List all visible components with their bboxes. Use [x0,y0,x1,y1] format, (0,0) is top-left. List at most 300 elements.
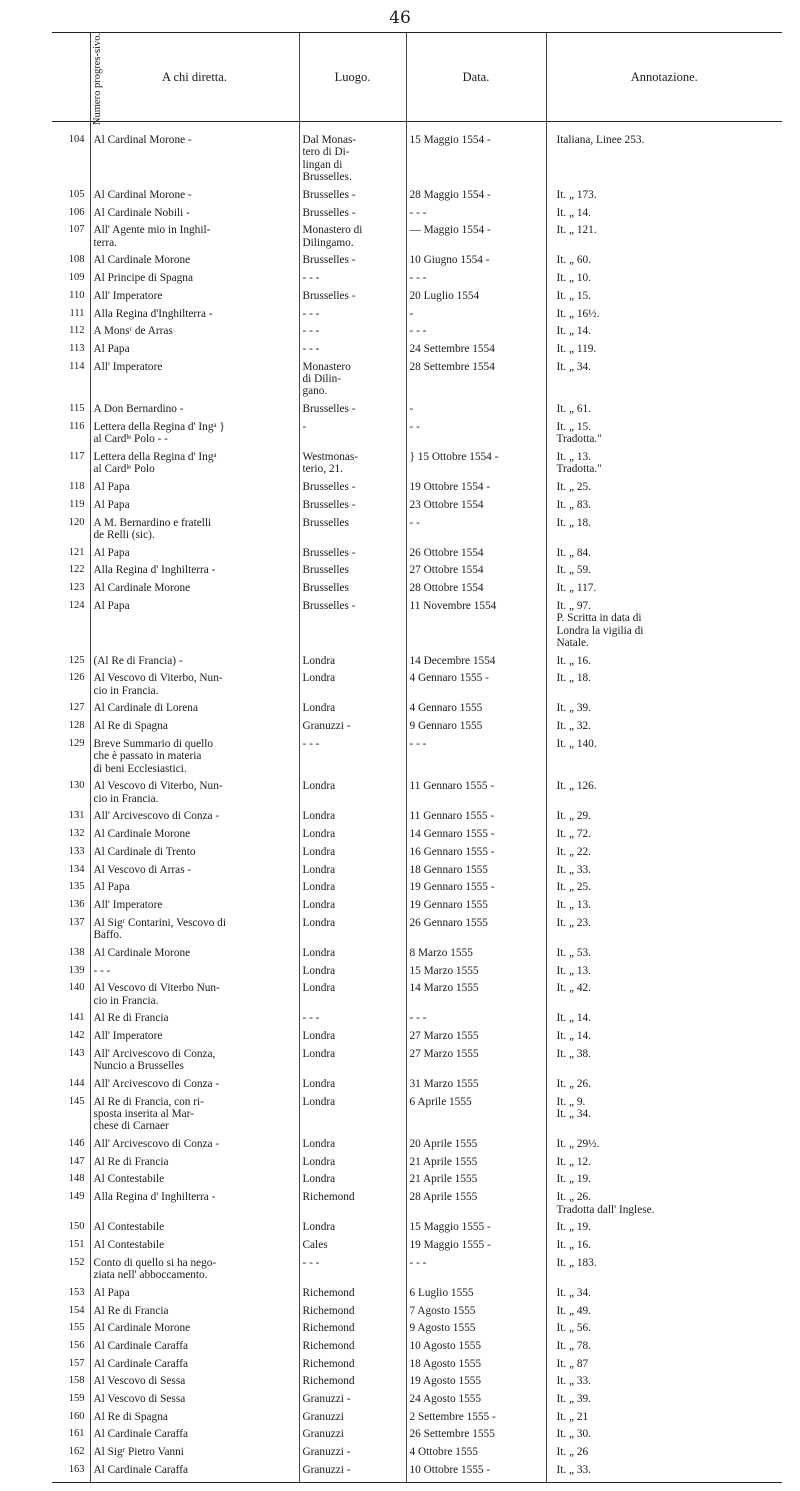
row-number: 122 [68,564,85,576]
table-row [52,1239,782,1257]
recipient-cell: All' Arcivescovo di Conza - [90,1138,299,1156]
recipient-cell: All' Imperatore [90,1030,299,1048]
annotation-cell: It. „ 30. [546,1428,782,1446]
row-number: 123 [68,582,85,594]
date-cell: 16 Gennaro 1555 - [406,846,546,864]
date-cell: - [406,403,546,421]
row-number: 143 [68,1047,85,1059]
table-row [52,1393,782,1411]
recipient-cell: Al Vescovo di Arras - [90,864,299,882]
table-row [52,1287,782,1305]
row-number: 136 [68,899,85,910]
table-row [52,720,782,738]
recipient-cell: Alla Regina d'Inghilterra - [90,308,299,326]
table-row [52,547,782,565]
table-row [52,1305,782,1323]
table-row [52,1464,782,1482]
annotation-cell: It. „ 60. [546,254,782,272]
annotation-cell: It. „ 18. [546,672,782,702]
place-cell: Londra [299,828,406,846]
annotation-cell: It. „ 42. [546,982,782,1012]
row-number: 116 [69,420,85,432]
annotation-cell: It. „ 19. [546,1173,782,1191]
row-number: 152 [68,1256,85,1268]
table-row [52,600,782,655]
date-cell: - - - [406,1012,546,1030]
table-row [52,1012,782,1030]
date-cell: 18 Gennaro 1555 [406,864,546,882]
table-row [52,1322,782,1340]
recipient-cell: Al Vescovo di Sessa [90,1375,299,1393]
place-cell: Richemond [299,1322,406,1340]
date-cell: 7 Agosto 1555 [406,1305,546,1323]
recipient-cell: Conto di quello si ha nego- ziata nell' abboccamento. [90,1257,299,1287]
date-cell: 27 Marzo 1555 [406,1048,546,1078]
row-number: 139 [68,964,85,976]
table-header [52,32,782,125]
recipient-cell: All' Arcivescovo di Conza - [90,810,299,828]
table-row [52,343,782,361]
recipient-cell: Al Papa [90,547,299,565]
recipient-cell: (Al Re di Francia) - [90,655,299,673]
row-number: 128 [68,720,85,732]
row-number: 149 [68,1191,85,1203]
row-number: 151 [68,1238,85,1250]
date-cell: — Maggio 1554 - [406,224,546,254]
date-cell: - - [406,517,546,547]
row-number: 150 [68,1221,85,1233]
date-cell: 27 Marzo 1555 [406,1030,546,1048]
annotation-cell: It. „ 39. [546,702,782,720]
place-cell: Richemond [299,1305,406,1323]
date-cell: - - - [406,207,546,225]
row-number: 133 [68,845,85,857]
table-row [52,810,782,828]
table-row [52,1191,782,1221]
place-cell: Granuzzi - [299,1393,406,1411]
annotation-cell: It. „ 34. [546,1287,782,1305]
annotation-cell: It. „ 72. [546,828,782,846]
annotation-cell: It. „ 15. Tradotta." [546,421,782,451]
place-cell: Granuzzi [299,1428,406,1446]
annotation-cell: It. „ 18. [546,517,782,547]
row-number: 157 [68,1357,85,1369]
row-number: 138 [68,946,85,958]
row-number: 142 [68,1030,85,1042]
row-number: 140 [68,982,85,994]
place-cell: Brusselles [299,517,406,547]
recipient-cell: Al Cardinale Caraffa [90,1358,299,1376]
table-row [52,899,782,917]
recipient-cell: Breve Summario di quello che è passato in materia di beni Ecclesiastici. [90,738,299,781]
header-recipient: A chi diretta. [90,33,299,122]
row-number: 126 [68,672,85,684]
recipient-cell: Lettera della Regina d' Ingᵃ } al Cardˡᵉ Polo - - [90,421,299,451]
date-cell: 9 Gennaro 1555 [406,720,546,738]
recipient-cell: All' Imperatore [90,361,299,404]
annotation-cell: It. „ 13. [546,899,782,917]
table-row [52,846,782,864]
table-row [52,290,782,308]
table-row [52,582,782,600]
place-cell: Londra [299,1221,406,1239]
row-number: 141 [68,1012,85,1024]
place-cell: Brusselles - [299,481,406,499]
annotation-cell: It. „ 183. [546,1257,782,1287]
place-cell: Londra [299,917,406,947]
place-cell: - - - [299,272,406,290]
recipient-cell: A M. Bernardino e fratelli de Relli (sic). [90,517,299,547]
recipient-cell: Al Contestabile [90,1221,299,1239]
recipient-cell: Al Sigʳ Contarini, Vescovo di Baffo. [90,917,299,947]
row-number: 160 [68,1410,85,1422]
date-cell: 24 Settembre 1554 [406,343,546,361]
annotation-cell: It. „ 16½. [546,308,782,326]
row-number: 163 [68,1463,85,1475]
date-cell: 21 Aprile 1555 [406,1156,546,1174]
table-row [52,122,782,189]
table-row [52,702,782,720]
annotation-cell: It. „ 16. [546,1239,782,1257]
row-number: 132 [68,828,85,840]
table-row [52,1411,782,1429]
table-row [52,403,782,421]
date-cell: 4 Gennaro 1555 - [406,672,546,702]
table-row [52,1428,782,1446]
annotation-cell: It. „ 14. [546,207,782,225]
annotation-cell: It. „ 25. [546,881,782,899]
date-cell: 14 Decembre 1554 [406,655,546,673]
place-cell: Granuzzi [299,1411,406,1429]
row-number: 107 [68,224,85,236]
row-number: 124 [68,599,85,611]
annotation-cell: It. „ 126. [546,780,782,810]
row-number: 158 [68,1375,85,1387]
annotation-cell: It. „ 59. [546,564,782,582]
date-cell: 26 Ottobre 1554 [406,547,546,565]
table-row [52,655,782,673]
table-row [52,189,782,207]
row-number: 155 [68,1322,85,1334]
annotation-cell: It. „ 22. [546,846,782,864]
recipient-cell: Al Cardinale Nobili - [90,207,299,225]
place-cell: Richemond [299,1358,406,1376]
annotation-cell: It. „ 119. [546,343,782,361]
recipient-cell: Al Vescovo di Sessa [90,1393,299,1411]
date-cell: 9 Agosto 1555 [406,1322,546,1340]
date-cell: 15 Marzo 1555 [406,965,546,983]
place-cell: Londra [299,899,406,917]
place-cell: Londra [299,965,406,983]
date-cell: 24 Agosto 1555 [406,1393,546,1411]
date-cell: 28 Maggio 1554 - [406,189,546,207]
row-number: 115 [69,403,85,415]
row-number: 117 [69,450,85,462]
row-number: 137 [68,916,85,928]
row-number: 135 [68,881,85,893]
place-cell: Brusselles - [299,403,406,421]
row-number: 106 [68,206,85,218]
recipient-cell: Al Cardinale Morone [90,828,299,846]
row-number: 131 [68,810,85,822]
row-number: 162 [68,1446,85,1458]
recipient-cell: Al Cardinale di Trento [90,846,299,864]
table-row [52,1446,782,1464]
recipient-cell: Al Papa [90,600,299,655]
date-cell: - - [406,421,546,451]
annotation-cell: It. „ 14. [546,325,782,343]
date-cell: 27 Ottobre 1554 [406,564,546,582]
table-row [52,982,782,1012]
place-cell: Londra [299,1156,406,1174]
date-cell: 6 Luglio 1555 [406,1287,546,1305]
recipient-cell: Al Re di Francia [90,1012,299,1030]
date-cell: 11 Gennaro 1555 - [406,780,546,810]
annotation-cell: It. „ 39. [546,1393,782,1411]
recipient-cell: Al Re di Spagna [90,1411,299,1429]
table-row [52,780,782,810]
row-number: 146 [68,1138,85,1150]
date-cell: 4 Gennaro 1555 [406,702,546,720]
annotation-cell: It. „ 117. [546,582,782,600]
place-cell: Monastero di Dilingamo. [299,224,406,254]
place-cell: Brusselles - [299,499,406,517]
table-row [52,517,782,547]
place-cell: Londra [299,1138,406,1156]
table-row [52,1173,782,1191]
table-row [52,917,782,947]
row-number: 110 [69,289,85,301]
row-number: 148 [68,1173,85,1185]
place-cell: - - - [299,1012,406,1030]
recipient-cell: Al Contestabile [90,1173,299,1191]
date-cell: 14 Marzo 1555 [406,982,546,1012]
row-number: 109 [68,272,85,284]
date-cell: 10 Ottobre 1555 - [406,1464,546,1482]
place-cell: Brusselles - [299,189,406,207]
annotation-cell: It. „ 15. [546,290,782,308]
annotation-cell: It. „ 14. [546,1030,782,1048]
annotation-cell: It. „ 21 [546,1411,782,1429]
table-row [52,1096,782,1139]
recipient-cell: All' Imperatore [90,899,299,917]
date-cell: 10 Agosto 1555 [406,1340,546,1358]
date-cell: 6 Aprile 1555 [406,1096,546,1139]
date-cell: } 15 Ottobre 1554 - [406,451,546,481]
annotation-cell: It. „ 26. Tradotta dall' Inglese. [546,1191,782,1221]
place-cell: Monastero di Dilin- gano. [299,361,406,404]
table-row [52,864,782,882]
annotation-cell: It. „ 16. [546,655,782,673]
place-cell: Cales [299,1239,406,1257]
recipient-cell: Al Vescovo di Viterbo Nun- cio in Francia. [90,982,299,1012]
row-number: 156 [68,1339,85,1351]
recipient-cell: Al Cardinale Morone [90,947,299,965]
header-number: Numero progres-sivo. [52,33,90,122]
recipient-cell: Al Cardinale Morone [90,1322,299,1340]
table-row [52,481,782,499]
annotation-cell: It. „ 33. [546,864,782,882]
place-cell: Londra [299,1030,406,1048]
table-row [52,1375,782,1393]
recipient-cell: All' Arcivescovo di Conza - [90,1078,299,1096]
recipient-cell: Al Cardinale Caraffa [90,1428,299,1446]
place-cell: - - - [299,325,406,343]
table-row [52,272,782,290]
annotation-cell: It. „ 12. [546,1156,782,1174]
place-cell: Brusselles - [299,290,406,308]
place-cell: Granuzzi - [299,1464,406,1482]
place-cell: Granuzzi - [299,720,406,738]
date-cell: 23 Ottobre 1554 [406,499,546,517]
annotation-cell: It. „ 19. [546,1221,782,1239]
recipient-cell: A Don Bernardino - [90,403,299,421]
date-cell: 26 Gennaro 1555 [406,917,546,947]
place-cell: Londra [299,702,406,720]
row-number: 114 [69,360,85,372]
place-cell: Brusselles - [299,254,406,272]
annotation-cell: It. „ 61. [546,403,782,421]
recipient-cell: A Monsʳ de Arras [90,325,299,343]
table-row [52,564,782,582]
date-cell: 14 Gennaro 1555 - [406,828,546,846]
place-cell: Brusselles - [299,547,406,565]
recipient-cell: All' Imperatore [90,290,299,308]
recipient-cell: Al Cardinale Caraffa [90,1464,299,1482]
place-cell: Londra [299,672,406,702]
place-cell: Londra [299,1078,406,1096]
place-cell: Brusselles - [299,600,406,655]
place-cell: Richemond [299,1375,406,1393]
row-number: 121 [68,546,85,558]
recipient-cell: Al Papa [90,343,299,361]
date-cell: 15 Maggio 1554 - [406,122,546,189]
place-cell: Londra [299,947,406,965]
row-number: 125 [68,654,85,666]
row-number: 161 [68,1428,85,1440]
date-cell: 20 Aprile 1555 [406,1138,546,1156]
place-cell: Londra [299,982,406,1012]
recipient-cell: Al Cardinale Caraffa [90,1340,299,1358]
table-body [52,122,782,1482]
recipient-cell: Al Sigʳ Pietro Vanni [90,1446,299,1464]
table-row [52,361,782,404]
page-number: 46 [389,8,411,28]
place-cell: Londra [299,864,406,882]
row-number: 108 [68,254,85,266]
recipient-cell: - - - [90,965,299,983]
annotation-cell: It. „ 25. [546,481,782,499]
place-cell: Richemond [299,1287,406,1305]
annotation-cell: It. „ 97. P. Scritta in data di Londra la vigilia di Natale. [546,600,782,655]
date-cell: 19 Maggio 1555 - [406,1239,546,1257]
recipient-cell: Al Vescovo di Viterbo, Nun- cio in Francia. [90,780,299,810]
recipient-cell: All' Arcivescovo di Conza, Nuncio a Brusselles [90,1048,299,1078]
recipient-cell: Al Papa [90,481,299,499]
table-row [52,1156,782,1174]
row-number: 153 [68,1286,85,1298]
annotation-cell: It. „ 10. [546,272,782,290]
place-cell: - - - [299,1257,406,1287]
row-number: 118 [69,481,85,493]
recipient-cell: Al Cardinale Morone [90,254,299,272]
recipient-cell: Al Cardinal Morone - [90,189,299,207]
annotation-cell: It. „ 34. [546,361,782,404]
recipient-cell: Al Re di Spagna [90,720,299,738]
date-cell: 21 Aprile 1555 [406,1173,546,1191]
table-row [52,207,782,225]
table-row [52,1138,782,1156]
date-cell: - [406,308,546,326]
header-date: Data. [406,33,546,122]
place-cell: Londra [299,846,406,864]
place-cell: - - - [299,308,406,326]
table-row [52,947,782,965]
date-cell: 19 Ottobre 1554 - [406,481,546,499]
annotation-cell: It. „ 26. [546,1078,782,1096]
recipient-cell: Al Papa [90,499,299,517]
annotation-cell: It. „ 23. [546,917,782,947]
place-cell: Londra [299,1096,406,1139]
date-cell: 11 Novembre 1554 [406,600,546,655]
table-row [52,421,782,451]
date-cell: - - - [406,1257,546,1287]
table-row [52,1030,782,1048]
table-row [52,1078,782,1096]
annotation-cell: It. „ 26 [546,1446,782,1464]
place-cell: - - - [299,738,406,781]
date-cell: 28 Aprile 1555 [406,1191,546,1221]
annotation-cell: It. „ 83. [546,499,782,517]
recipient-cell: All' Agente mio in Inghil- terra. [90,224,299,254]
recipient-cell: Al Re di Francia [90,1156,299,1174]
annotation-cell: It. „ 9. It. „ 34. [546,1096,782,1139]
date-cell: 20 Luglio 1554 [406,290,546,308]
table-row [52,672,782,702]
date-cell: 11 Gennaro 1555 - [406,810,546,828]
place-cell: Brusselles [299,582,406,600]
table-row [52,325,782,343]
row-number: 105 [68,188,85,200]
date-cell: 26 Settembre 1555 [406,1428,546,1446]
place-cell: Londra [299,881,406,899]
annotation-cell: It. „ 29½. [546,1138,782,1156]
annotation-cell: It. „ 29. [546,810,782,828]
recipient-cell: Al Papa [90,881,299,899]
table-row [52,1257,782,1287]
table-row [52,1221,782,1239]
table-row [52,1358,782,1376]
row-number: 120 [68,516,85,528]
row-number: 104 [68,134,85,145]
row-number: 159 [68,1393,85,1405]
place-cell: Londra [299,780,406,810]
header-place: Luogo. [299,33,406,122]
recipient-cell: Al Cardinale Morone [90,582,299,600]
letters-table [52,32,782,1482]
table-row [52,738,782,781]
place-cell: Londra [299,1173,406,1191]
place-cell: - [299,421,406,451]
row-number: 154 [68,1304,85,1316]
annotation-cell: It. „ 84. [546,547,782,565]
date-cell: 4 Ottobre 1555 [406,1446,546,1464]
date-cell: 28 Settembre 1554 [406,361,546,404]
bottom-rule [52,1482,782,1483]
row-number: 145 [68,1095,85,1107]
date-cell: 2 Settembre 1555 - [406,1411,546,1429]
place-cell: Richemond [299,1340,406,1358]
